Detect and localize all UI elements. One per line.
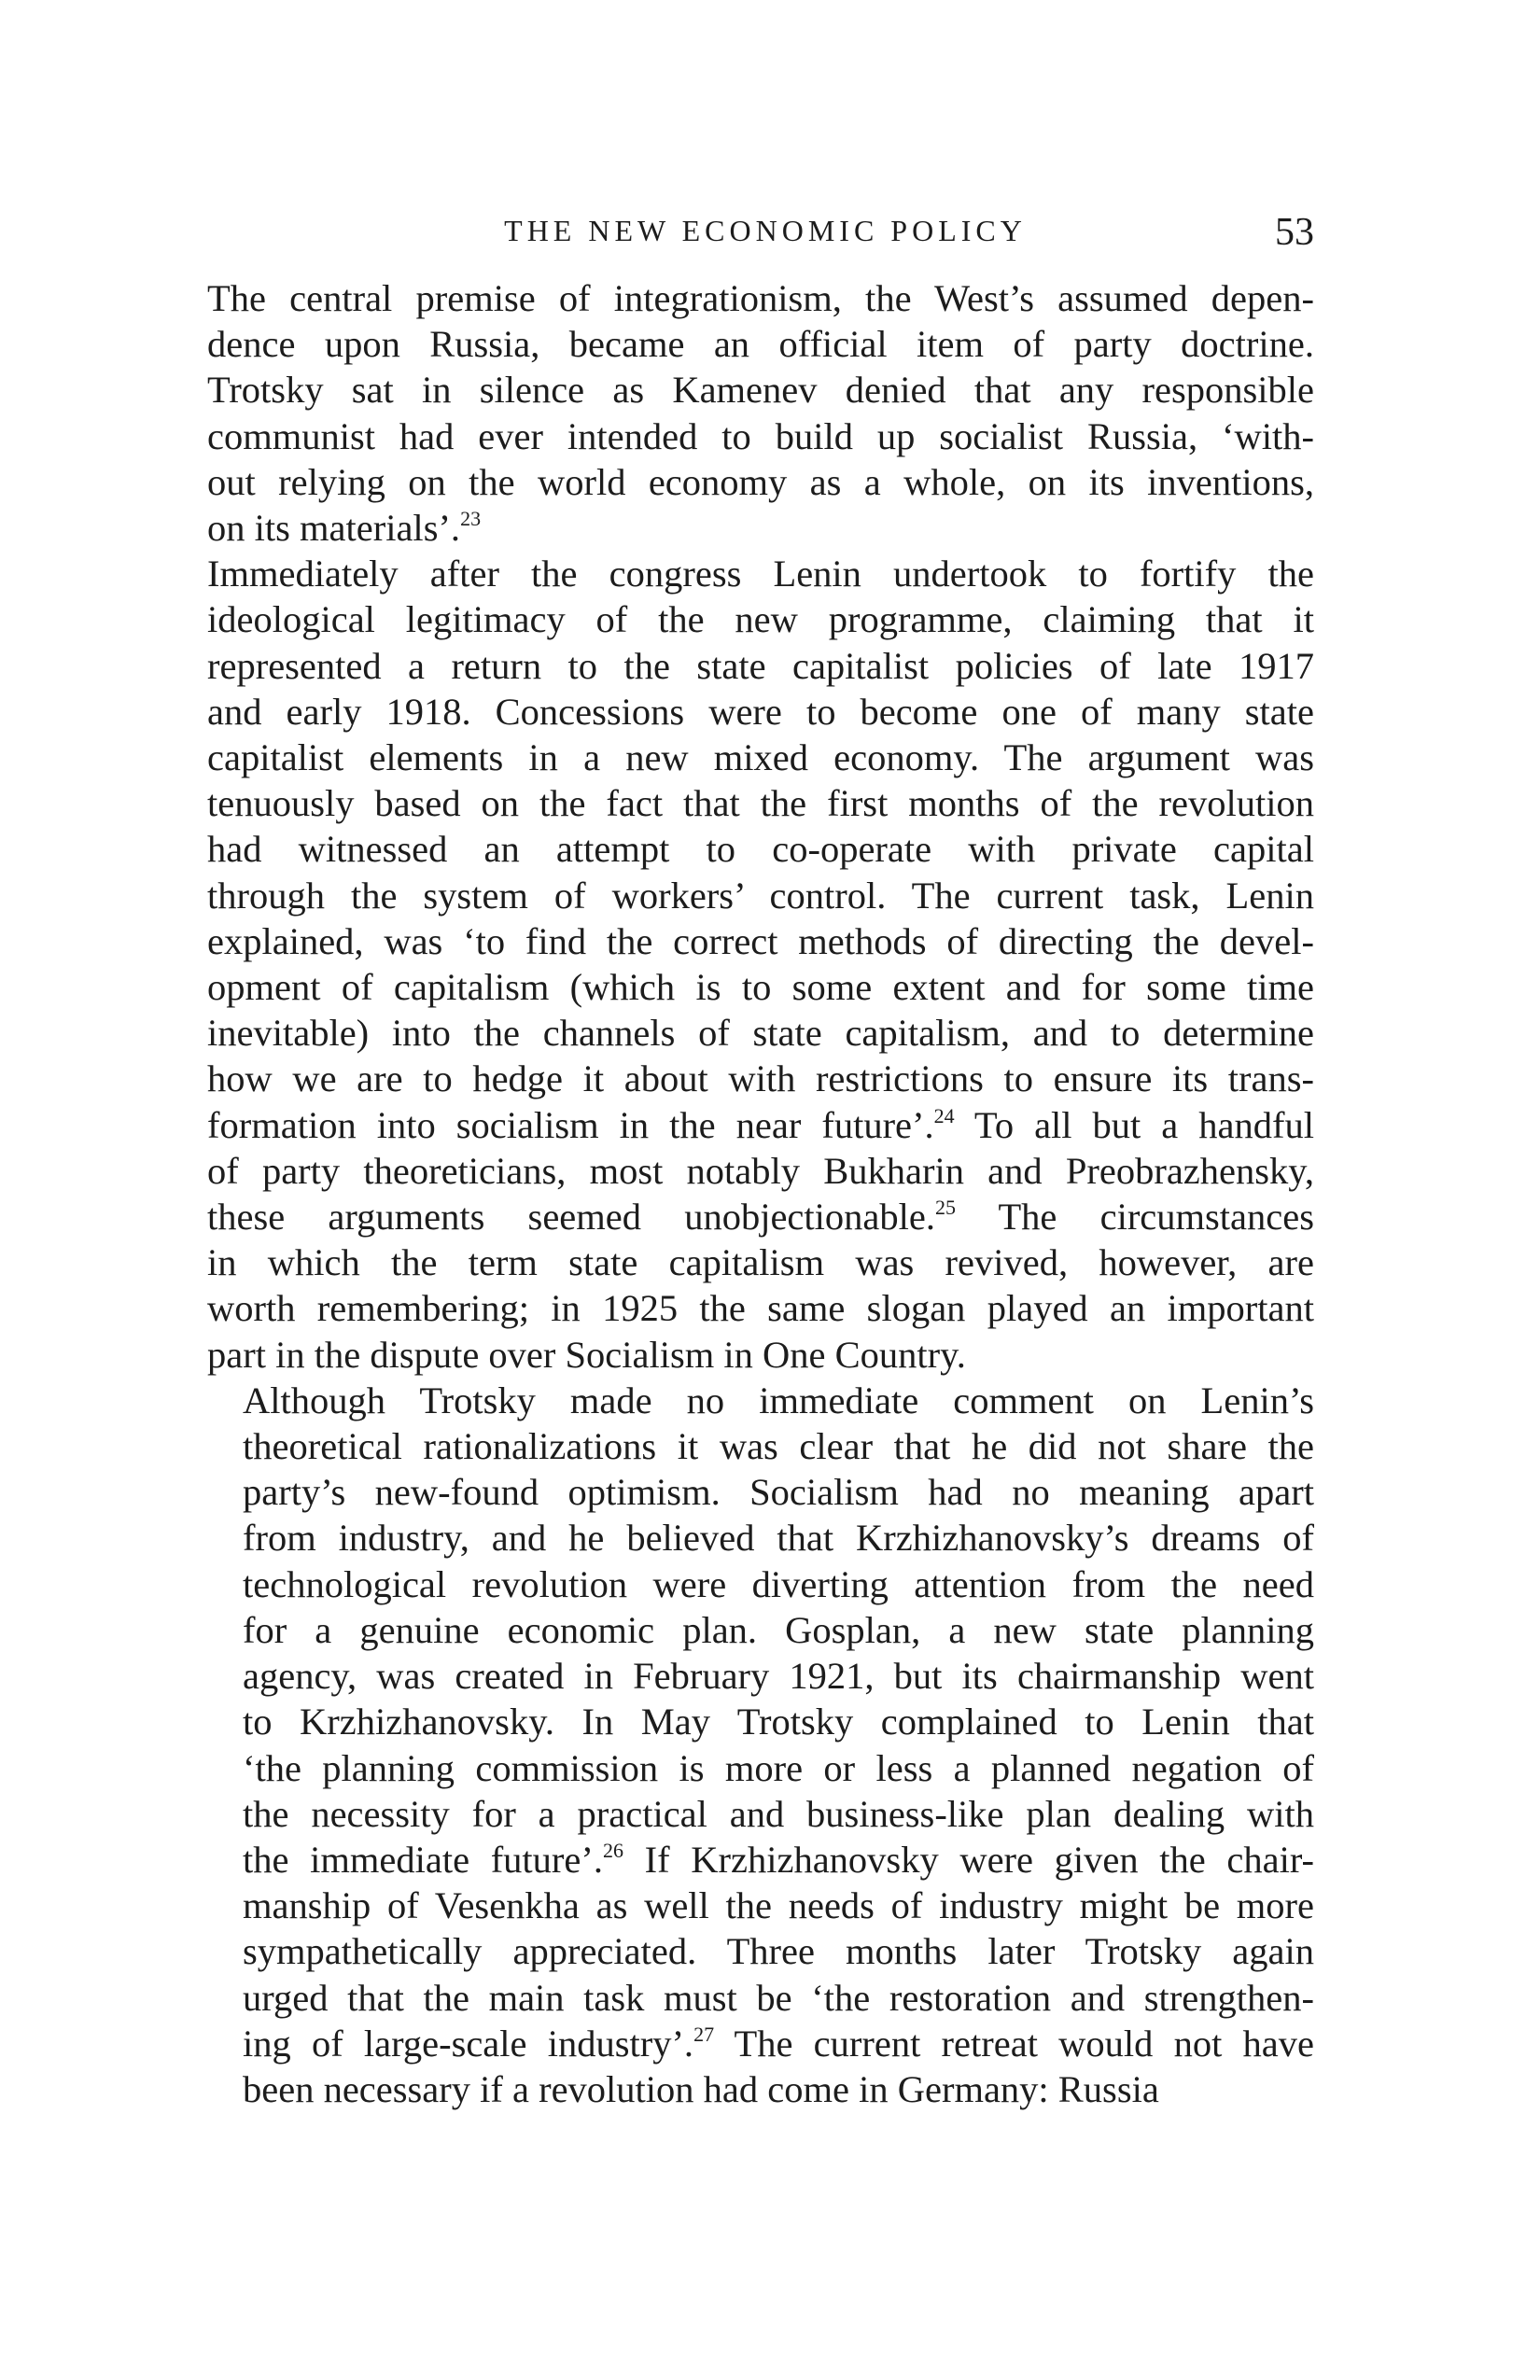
text-line [207, 1102, 1314, 1148]
line-text: represented a return to the state capitalist policies of late 1917 [207, 644, 1314, 687]
line-text: out relying on the world economy as a whole, on its inventions, [207, 460, 1314, 503]
text-line [207, 1561, 1314, 1607]
text-line [207, 1699, 1314, 1744]
line-text: the necessity for a practical and business-like plan dealing with [243, 1792, 1314, 1835]
text-line [207, 1928, 1314, 1974]
line-text: Trotsky sat in silence as Kamenev denied that any responsible [207, 369, 1314, 412]
line-text: Although Trotsky made no immediate comment on Lenin’s [243, 1379, 1314, 1421]
line-text: theoretical rationalizations it was clear that he did not share the [243, 1425, 1314, 1468]
text-line [207, 1883, 1314, 1928]
text-line [207, 1791, 1314, 1837]
line-text: to Krzhizhanovsky. In May Trotsky complained to Lenin that [243, 1701, 1314, 1743]
running-head [207, 210, 1314, 275]
line-text: agency, was created in February 1921, but its chairmanship went [243, 1655, 1314, 1698]
line-text: in which the term state capitalism was revived, however, are [207, 1241, 1314, 1284]
line-text: communist had ever intended to build up socialist Russia, ‘with- [207, 414, 1314, 457]
text-line [207, 1056, 1314, 1101]
line-text: had witnessed an attempt to co-operate with private capital [207, 828, 1314, 871]
line-text: Immediately after the congress Lenin undertook to fortify the [207, 553, 1314, 595]
line-text: The central premise of integrationism, the West’s assumed depen- [207, 277, 1314, 319]
line-text: formation into socialism in the near future’. [207, 1103, 934, 1146]
line-text: tenuously based on the fact that the first months of the revolution [207, 782, 1314, 825]
text-line [207, 551, 1314, 596]
line-text: capitalist elements in a new mixed economy. The argument was [207, 736, 1314, 779]
running-head-title: THE NEW ECONOMIC POLICY [504, 214, 1027, 247]
line-text: sympathetically appreciated. Three months later Trotsky again [243, 1930, 1314, 1973]
line-text: through the system of workers’ control. The current task, Lenin [207, 874, 1314, 917]
line-text-continued: The current retreat would not have [714, 2022, 1314, 2065]
text-line [207, 780, 1314, 826]
line-text: worth remembering; in 1925 the same slogan played an important [207, 1287, 1314, 1330]
text-line [207, 1194, 1314, 1239]
text-line [207, 596, 1314, 642]
line-text: ideological legitimacy of the new programme, claiming that it [207, 598, 1314, 641]
text-line [207, 1285, 1314, 1331]
text-line [207, 367, 1314, 413]
line-text: urged that the main task must be ‘the restoration and strengthen- [243, 1976, 1314, 2019]
text-line [207, 1423, 1314, 1469]
text-line [207, 459, 1314, 505]
text-line [207, 826, 1314, 872]
text-line [207, 873, 1314, 918]
text-line [207, 1837, 1314, 1883]
text-line [207, 2066, 1314, 2112]
text-line [207, 1010, 1314, 1056]
line-text: the immediate future’. [243, 1838, 604, 1881]
footnote-reference[interactable]: 23 [460, 507, 482, 531]
text-line [207, 1239, 1314, 1285]
line-text: and early 1918. Concessions were to become one of many state [207, 690, 1314, 733]
text-line [207, 689, 1314, 735]
line-text: these arguments seemed unobjectionable. [207, 1196, 935, 1239]
footnote-reference[interactable]: 27 [693, 2022, 715, 2046]
body-text [207, 275, 1314, 2112]
line-text-continued: The circumstances [955, 1196, 1314, 1239]
line-text: on its materials’. [207, 507, 461, 550]
line-text: how we are to hedge it about with restrictions to ensure its trans- [207, 1057, 1314, 1100]
line-text: part in the dispute over Socialism in One Country. [207, 1333, 966, 1376]
line-text: opment of capitalism (which is to some extent and for some time [207, 966, 1314, 1009]
paragraph [207, 1378, 1314, 2112]
text-line [207, 413, 1314, 459]
paragraph [207, 551, 1314, 1378]
line-text-continued: To all but a handful [954, 1103, 1314, 1146]
book-page [207, 210, 1314, 2112]
text-line [207, 1469, 1314, 1515]
line-text: technological revolution were diverting attention from the need [243, 1562, 1314, 1605]
line-text: been necessary if a revolution had come in Germany: Russia [243, 2067, 1159, 2110]
text-line [207, 918, 1314, 964]
text-line [207, 1975, 1314, 2021]
line-text: party’s new-found optimism. Socialism had no meaning apart [243, 1471, 1314, 1514]
text-line [207, 1653, 1314, 1699]
footnote-reference[interactable]: 25 [934, 1196, 956, 1220]
line-text: inevitable) into the channels of state capitalism, and to determine [207, 1012, 1314, 1055]
line-text: for a genuine economic plan. Gosplan, a new state planning [243, 1608, 1314, 1651]
text-line [207, 643, 1314, 689]
text-line [207, 321, 1314, 367]
text-line [207, 1515, 1314, 1561]
text-line [207, 964, 1314, 1010]
text-line [207, 2021, 1314, 2066]
line-text: dence upon Russia, became an official item of party doctrine. [207, 323, 1314, 366]
text-line [207, 1745, 1314, 1791]
text-line [207, 505, 1314, 551]
text-line [207, 1148, 1314, 1194]
line-text: ing of large-scale industry’. [243, 2022, 694, 2065]
text-line [207, 735, 1314, 780]
text-line [207, 1332, 1314, 1378]
line-text: manship of Vesenkha as well the needs of industry might be more [243, 1884, 1314, 1927]
line-text: from industry, and he believed that Krzhizhanovsky’s dreams of [243, 1517, 1314, 1560]
text-line [207, 275, 1314, 321]
text-line [207, 1607, 1314, 1653]
footnote-reference[interactable]: 26 [603, 1838, 624, 1862]
line-text: explained, was ‘to find the correct methods of directing the devel- [207, 919, 1314, 962]
line-text-continued: If Krzhizhanovsky were given the chair- [623, 1838, 1314, 1881]
line-text: ‘the planning commission is more or less a planned negation of [243, 1746, 1314, 1789]
footnote-reference[interactable]: 24 [933, 1103, 955, 1127]
paragraph [207, 275, 1314, 551]
text-line [207, 1378, 1314, 1423]
line-text: of party theoreticians, most notably Bukharin and Preobrazhensky, [207, 1149, 1314, 1192]
page-number: 53 [1275, 211, 1314, 254]
